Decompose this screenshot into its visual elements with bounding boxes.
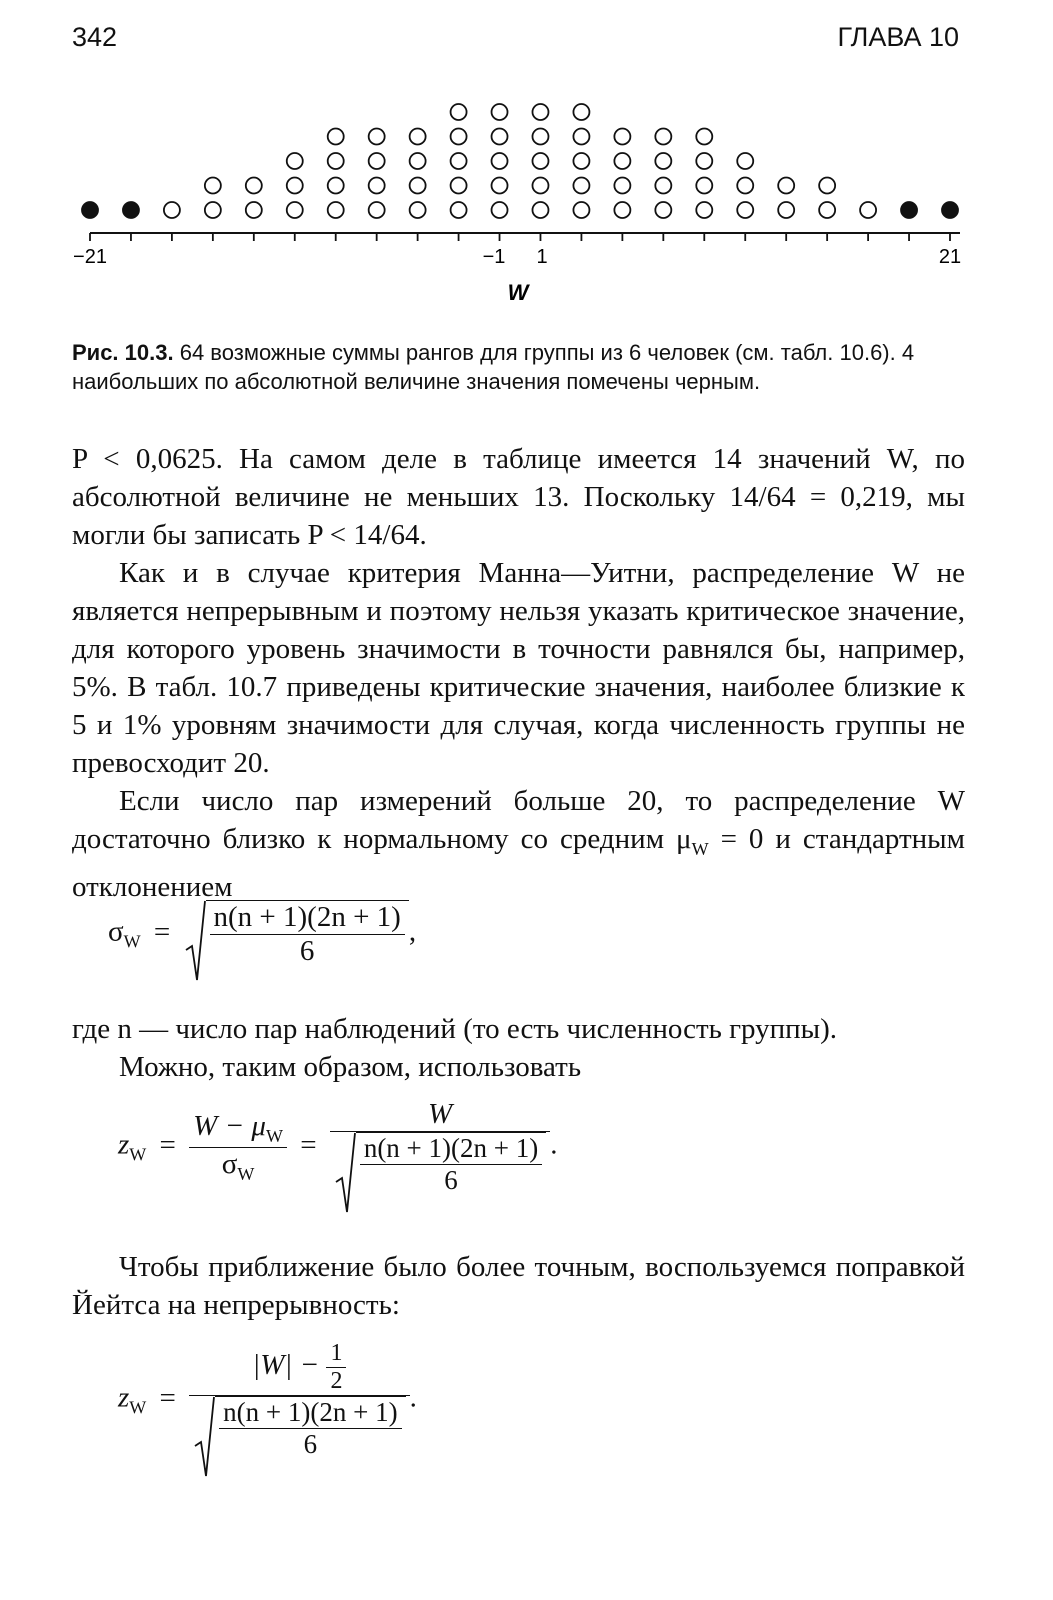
dot-open — [696, 153, 712, 169]
caption-text: 64 возможные суммы рангов для группы из 6 человек (см. табл. 10.6). 4 наибольших по абсолютной величине значения помечены черным. — [72, 340, 915, 394]
dot-open — [614, 178, 630, 194]
dot-open — [451, 202, 467, 218]
paragraph-1: P < 0,0625. На самом деле в таблице имеется 14 значений W, по абсолютной величине не меньших 13. Поскольку 14/64 = 0,219, мы могли бы записать P < 14/64. — [72, 443, 965, 551]
dot-plot-figure — [60, 95, 980, 310]
sigma-sub: W — [123, 931, 141, 952]
dot-open — [287, 153, 303, 169]
tick-label-pos1: 1 — [536, 246, 548, 268]
dot-open — [532, 178, 548, 194]
dot-open — [246, 178, 262, 194]
dot-open — [573, 153, 589, 169]
dot-open — [614, 202, 630, 218]
paragraph-2: Как и в случае критерия Манна—Уитни, распределение W не является непрерывным и поэтому нельзя указать критическое значение, для которого уровень значимости в точности равнялся бы, например, 5%. В табл. 10.7 приведены критические значения, наиболее близкие к 5 и 1% уровням значимости для случая, когда численность группы не превосходит 20. — [72, 557, 965, 779]
dot-open — [573, 178, 589, 194]
dot-open — [492, 129, 508, 145]
dot-open — [246, 202, 262, 218]
body-text-top — [72, 440, 965, 906]
dot-filled — [942, 202, 958, 218]
dot-open — [328, 129, 344, 145]
dot-open — [655, 129, 671, 145]
dot-open — [410, 129, 426, 145]
dot-open — [614, 153, 630, 169]
tick-label-max: 21 — [938, 246, 962, 268]
dot-open — [737, 178, 753, 194]
dot-open — [696, 129, 712, 145]
dot-open — [451, 104, 467, 120]
dot-open — [328, 178, 344, 194]
dot-open — [451, 129, 467, 145]
dot-open — [410, 202, 426, 218]
dot-open — [573, 202, 589, 218]
dot-open — [778, 202, 794, 218]
dot-open — [369, 178, 385, 194]
dot-filled — [82, 202, 98, 218]
dot-open — [369, 153, 385, 169]
page-number: 342 — [72, 22, 118, 52]
dot-open — [819, 178, 835, 194]
body-text-bottom — [72, 1248, 965, 1324]
dot-open — [287, 178, 303, 194]
dot-open — [532, 202, 548, 218]
dot-open — [614, 129, 630, 145]
dot-open — [696, 178, 712, 194]
axis-ticks — [90, 233, 950, 241]
dot-open — [369, 129, 385, 145]
page-header — [72, 22, 959, 62]
dot-open — [492, 178, 508, 194]
figure-caption — [72, 338, 972, 396]
dot-open — [778, 178, 794, 194]
dot-open — [819, 202, 835, 218]
caption-label: Рис. 10.3. — [72, 340, 174, 365]
z-fraction-2: $\frac{W}{\frac{n(n + 1)(2n + 1)}{6}}$ — [330, 1098, 550, 1196]
sigma-lhs: σ — [108, 915, 124, 948]
dot-open — [655, 202, 671, 218]
dot-open — [410, 178, 426, 194]
dot-open — [410, 153, 426, 169]
dot-open — [532, 129, 548, 145]
yates-fraction: |W| − $\frac{1}{2}$ $\frac{n(n + 1)(2n + 1)}{6}$ — [189, 1340, 409, 1460]
dot-open — [205, 178, 221, 194]
body-text-middle — [72, 1010, 965, 1086]
dot-open — [492, 104, 508, 120]
dot-columns — [82, 104, 958, 218]
dot-filled — [901, 202, 917, 218]
dot-open — [369, 202, 385, 218]
paragraph-5: Можно, таким образом, использовать — [119, 1051, 582, 1083]
dot-open — [328, 153, 344, 169]
dot-open — [655, 178, 671, 194]
dot-open — [860, 202, 876, 218]
axis-label: W — [507, 280, 529, 305]
sigma-formula: $\sigma_W$ = $\frac{n(n + 1)(2n + 1)}{6}$ , — [108, 900, 416, 968]
dot-open — [451, 178, 467, 194]
dot-filled — [123, 202, 139, 218]
z-fraction-1: $\frac{W - \mu_W}{\sigma_W}$ — [189, 1110, 287, 1185]
dot-open — [737, 202, 753, 218]
dot-open — [655, 153, 671, 169]
dot-open — [532, 104, 548, 120]
paragraph-6: Чтобы приближение было более точным, воспользуемся поправкой Йейтса на непрерывность: — [72, 1251, 965, 1321]
tick-label-neg1: −1 — [482, 246, 506, 268]
dot-open — [573, 129, 589, 145]
dot-open — [287, 202, 303, 218]
dot-open — [696, 202, 712, 218]
yates-formula: $z_W$ = |W| − $\frac{1}{2}$ $\frac{n(n + 1)(2n + 1)}{6}$ . — [118, 1340, 417, 1460]
dot-open — [573, 104, 589, 120]
dot-open — [164, 202, 180, 218]
dot-open — [328, 202, 344, 218]
dot-open — [492, 153, 508, 169]
tick-label-min: −21 — [73, 246, 107, 268]
chapter-title: ГЛАВА 10 — [837, 22, 959, 52]
z-formula: $z_W$ = $\frac{W - \mu_W}{\sigma_W}$ = $\frac{W}{\frac{n(n + 1)(2n + 1)}{6}}$ . — [118, 1098, 557, 1196]
dot-open — [492, 202, 508, 218]
dot-open — [451, 153, 467, 169]
dot-open — [737, 153, 753, 169]
paragraph-3: Если число пар измерений больше 20, то распределение W достаточно близко к нормальному со средним $\mu_W = 0$ и стандартным отклонением — [72, 785, 965, 903]
sqrt-sign: $\frac{n(n + 1)(2n + 1)}{6}$ — [184, 900, 409, 968]
dot-open — [205, 202, 221, 218]
paragraph-4: где n — число пар наблюдений (то есть численность группы). — [72, 1013, 838, 1045]
dot-open — [532, 153, 548, 169]
